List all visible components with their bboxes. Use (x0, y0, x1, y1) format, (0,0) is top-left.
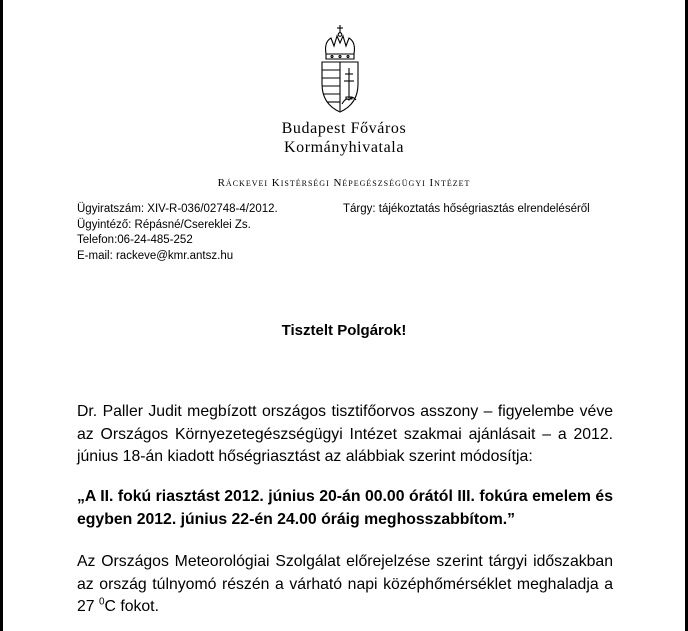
paragraph-forecast (77, 551, 613, 619)
forecast-text: Az Országos Meteorológiai Szolgálat előrejelzése szerint tárgyi időszakban az ország túlnyomó részén a várható napi középhőmérséklet meghaladja a 27 (77, 553, 613, 615)
org-name-line1: Budapest Főváros (281, 120, 407, 137)
paragraph-quote: „A II. fokú riasztást 2012. június 20-án 00.00 órától III. fokúra emelem és egyben 2012. június 22-én 24.00 óráig meghosszabbítom.” (77, 488, 613, 528)
greeting-heading: Tisztelt Polgárok! (281, 322, 407, 339)
institute-name: Ráckevei Kistérségi Népegészségügyi Intézet (217, 177, 471, 189)
case-handler: Ügyintéző: Répásné/Csereklei Zs. (77, 218, 251, 231)
degree-superscript: 0 (98, 596, 105, 608)
org-name-line2: Kormányhivatala (283, 139, 405, 156)
page-border-left (0, 0, 3, 631)
document-meta (77, 202, 278, 264)
paragraph-intro: Dr. Paller Judit megbízott országos tisztifőorvos asszony – figyelembe véve az Országos Környezetegészségügyi Intézet szakmai ajánlásait – a 2012. június 18-án kiadott hőségriasztást az alábbiak szerint módosítja: (77, 403, 613, 465)
forecast-unit: C fokot. (104, 598, 159, 615)
subject-line (343, 202, 590, 218)
phone: Telefon:06-24-485-252 (77, 234, 193, 246)
coat-of-arms-icon (316, 24, 364, 114)
email: E-mail: rackeve@kmr.antsz.hu (77, 249, 234, 262)
file-number: Ügyiratszám: XIV-R-036/02748-4/2012. (77, 203, 278, 215)
subject: Tárgy: tájékoztatás hőségriasztás elrendeléséről (343, 203, 590, 215)
